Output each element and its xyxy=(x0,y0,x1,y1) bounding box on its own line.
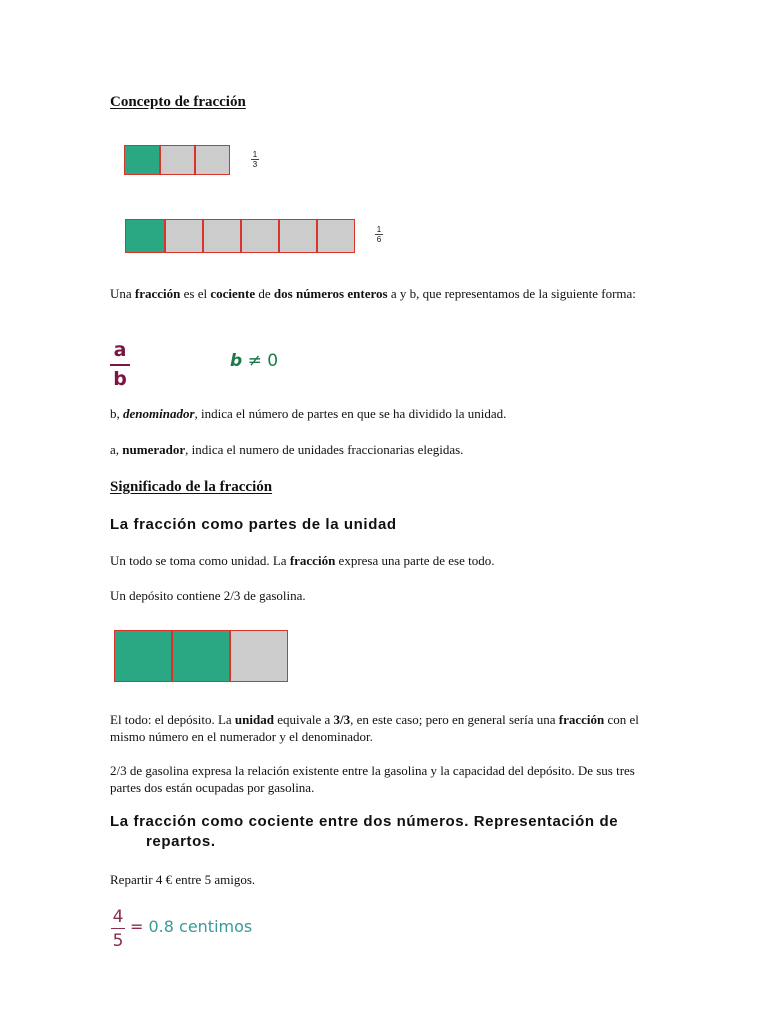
paragraph-share: Repartir 4 € entre 5 amigos. xyxy=(110,872,256,887)
paragraph-unit: El todo: el depósito. La unidad equivale a 3/3, en este caso; pero en general sería una fracción con el mismo número en el numerador y el denominador. xyxy=(110,712,639,744)
fraction-denominator: 3 xyxy=(252,160,258,169)
sixths-bar xyxy=(125,219,355,253)
paragraph-whole: Un todo se toma como unidad. La fracción expresa una parte de ese todo. xyxy=(110,553,495,568)
thirds-bar xyxy=(124,145,230,175)
nonzero-condition: b ≠ 0 xyxy=(230,351,279,371)
fraction-numerator: 1 xyxy=(376,225,382,234)
thirds-cell-filled xyxy=(124,145,160,175)
fraction-a-over-b xyxy=(110,339,130,390)
thirds-cell xyxy=(160,145,195,175)
paragraph-relation: 2/3 de gasolina expresa la relación existente entre la gasolina y la capacidad del depósito. De sus tres partes dos están ocupadas por gasolina. xyxy=(110,763,635,795)
sixths-cell xyxy=(165,219,203,253)
subsection-title-parts: La fracción como partes de la unidad xyxy=(110,516,397,533)
fraction-numerator: 1 xyxy=(252,150,258,159)
thirds-cell xyxy=(195,145,230,175)
sixths-cell xyxy=(317,219,355,253)
deposit-bar xyxy=(114,630,288,682)
sixths-cell xyxy=(279,219,317,253)
formula-numerator: a xyxy=(113,339,127,361)
fraction-one-sixth xyxy=(374,225,384,244)
example-denominator: 5 xyxy=(112,931,124,951)
fraction-four-fifths xyxy=(111,907,125,951)
deposit-cell-filled xyxy=(172,630,230,682)
denominator-definition: b, denominador, indica el número de partes en que se ha dividido la unidad. xyxy=(110,406,507,421)
fraction-one-third xyxy=(250,150,260,169)
fraction-denominator: 6 xyxy=(376,235,382,244)
sixths-cell xyxy=(241,219,279,253)
sixths-cell xyxy=(203,219,241,253)
definition-paragraph: Una fracción es el cociente de dos números enteros a y b, que representamos de la siguiente forma: xyxy=(110,286,636,301)
example-result: = 0.8 centimos xyxy=(130,917,253,936)
deposit-cell-filled xyxy=(114,630,172,682)
section-title: Significado de la fracción xyxy=(110,479,273,495)
paragraph-deposit: Un depósito contiene 2/3 de gasolina. xyxy=(110,588,306,603)
page-title: Concepto de fracción xyxy=(110,94,246,110)
deposit-cell-empty xyxy=(230,630,288,682)
subsection-title-quotient: La fracción como cociente entre dos números. Representación de repartos. xyxy=(110,813,619,850)
numerator-definition: a, numerador, indica el numero de unidades fraccionarias elegidas. xyxy=(110,442,464,457)
sixths-cell-filled xyxy=(125,219,165,253)
example-numerator: 4 xyxy=(112,907,124,927)
formula-denominator: b xyxy=(113,368,127,390)
